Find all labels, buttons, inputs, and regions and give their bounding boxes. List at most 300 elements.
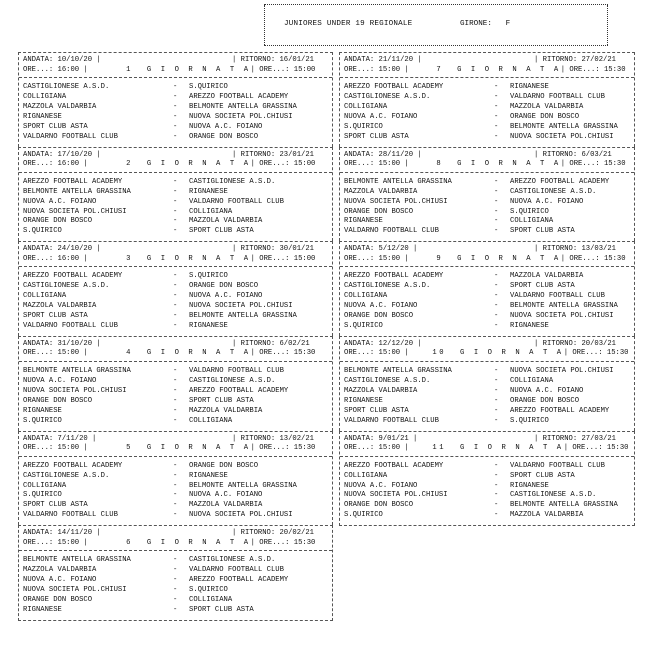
home-team: AREZZO FOOTBALL ACADEMY xyxy=(344,83,444,92)
match-row xyxy=(344,501,630,511)
round-ritorno: 16/01/21 xyxy=(279,56,314,64)
round-block-11 xyxy=(339,431,635,527)
away-team: COLLIGIANA xyxy=(189,207,233,216)
andata-time: ORE...: 16:00 | xyxy=(23,160,88,169)
round-lbl-andata: ANDATA: xyxy=(23,529,54,538)
round-title xyxy=(126,539,250,549)
home-team: ORANGE DON BOSCO xyxy=(344,501,414,510)
round-ore-r: 15:30 xyxy=(603,65,626,74)
match-row xyxy=(23,322,328,332)
away-team: S.QUIRICO xyxy=(510,416,549,425)
match-row xyxy=(23,302,328,312)
home-team: CASTIGLIONESE A.S.D. xyxy=(23,83,110,92)
match-separator: - xyxy=(173,177,178,186)
home-team: CASTIGLIONESE A.S.D. xyxy=(23,471,110,480)
home-team: RIGNANESE xyxy=(23,112,62,121)
round-title xyxy=(432,349,563,359)
match-row xyxy=(344,113,630,123)
match-row xyxy=(344,302,630,312)
home-team: AREZZO FOOTBALL ACADEMY xyxy=(344,461,444,470)
ritorno-time: | ORE...: 15:30 xyxy=(250,349,316,358)
away-team: AREZZO FOOTBALL ACADEMY xyxy=(510,406,610,415)
andata-time: ORE...: 15:00 | xyxy=(344,160,409,169)
round-ritorno: 20/03/21 xyxy=(581,339,616,348)
match-separator: - xyxy=(173,406,178,415)
round-block-7 xyxy=(339,52,635,147)
round-n: 7 xyxy=(436,65,444,74)
home-team: S.QUIRICO xyxy=(23,227,62,236)
away-team: SPORT CLUB ASTA xyxy=(510,471,575,480)
match-separator: - xyxy=(494,461,499,470)
match-separator: - xyxy=(173,386,178,395)
home-team: NUOVA A.C. FOIANO xyxy=(23,197,97,206)
round-n: 9 xyxy=(436,254,444,263)
round-lbl-ore: ORE...: xyxy=(259,538,290,547)
round-header-times xyxy=(19,160,332,173)
match-separator: - xyxy=(173,367,178,376)
round-andata: 10/10/20 xyxy=(57,56,93,64)
match-row xyxy=(344,292,630,302)
match-row xyxy=(344,208,630,218)
match-separator: - xyxy=(173,376,178,385)
round-ore-a: 16:00 xyxy=(57,65,80,74)
round-header-dates xyxy=(19,337,332,350)
match-separator: - xyxy=(173,491,178,500)
match-separator: - xyxy=(173,132,178,141)
round-lbl-giornata: G I O R N A T A xyxy=(457,254,561,263)
match-row xyxy=(23,83,328,93)
andata-date: ANDATA: 12/12/20 | xyxy=(344,339,422,348)
match-separator: - xyxy=(494,302,499,311)
round-lbl-andata: ANDATA: xyxy=(344,339,375,348)
home-team: SPORT CLUB ASTA xyxy=(23,122,88,131)
home-team: NUOVA A.C. FOIANO xyxy=(23,576,97,585)
match-separator: - xyxy=(173,595,178,604)
round-lbl-ore: ORE...: xyxy=(23,160,54,169)
ritorno-date: | RITORNO: 20/03/21 xyxy=(534,339,616,348)
round-header-dates xyxy=(19,53,332,66)
match-row xyxy=(23,93,328,103)
away-team: COLLIGIANA xyxy=(189,595,233,604)
match-separator: - xyxy=(494,386,499,395)
match-list xyxy=(19,362,332,430)
match-row xyxy=(23,208,328,218)
match-row xyxy=(23,312,328,322)
round-lbl-ore: ORE...: xyxy=(259,349,290,358)
match-separator: - xyxy=(173,103,178,111)
round-lbl-ore: ORE...: xyxy=(569,65,600,74)
match-list xyxy=(19,551,332,619)
away-team: RIGNANESE xyxy=(189,187,228,196)
away-team: S.QUIRICO xyxy=(510,207,549,216)
round-ore-r: 15:30 xyxy=(603,254,626,263)
home-team: BELMONTE ANTELLA GRASSINA xyxy=(23,367,131,376)
andata-date: ANDATA: 9/01/21 | xyxy=(344,434,418,443)
round-ore-r: 15:30 xyxy=(293,538,316,547)
match-row xyxy=(23,113,328,123)
round-spacer xyxy=(151,151,232,161)
andata-date: ANDATA: 10/10/20 | xyxy=(23,56,101,64)
match-row xyxy=(344,397,630,407)
home-team: AREZZO FOOTBALL ACADEMY xyxy=(23,177,123,186)
match-separator: - xyxy=(173,556,178,565)
match-row xyxy=(344,312,630,322)
ritorno-date: | RITORNO: 16/01/21 xyxy=(232,56,314,64)
home-team: S.QUIRICO xyxy=(23,416,62,425)
away-team: ORANGE DON BOSCO xyxy=(510,112,580,121)
away-team: AREZZO FOOTBALL ACADEMY xyxy=(189,576,289,585)
match-separator: - xyxy=(494,83,499,92)
match-row xyxy=(344,407,630,417)
ritorno-date: | RITORNO: 13/02/21 xyxy=(232,434,314,443)
round-lbl-ritorno: RITORNO: xyxy=(542,339,578,348)
ritorno-time: | ORE...: 15:30 xyxy=(560,65,626,74)
match-separator: - xyxy=(173,501,178,510)
home-team: BELMONTE ANTELLA GRASSINA xyxy=(344,367,452,376)
round-block-5 xyxy=(18,431,333,526)
ritorno-date: | RITORNO: 13/03/21 xyxy=(534,245,616,254)
round-ore-r: 15:30 xyxy=(293,349,316,358)
match-separator: - xyxy=(173,312,178,321)
round-title xyxy=(436,160,560,170)
home-team: COLLIGIANA xyxy=(344,471,388,480)
round-lbl-andata: ANDATA: xyxy=(23,56,54,64)
round-block-4 xyxy=(18,336,333,431)
match-separator: - xyxy=(173,566,178,575)
ritorno-date: | RITORNO: 27/02/21 xyxy=(534,56,616,64)
round-block-1 xyxy=(18,52,333,147)
round-lbl-giornata: G I O R N A T A xyxy=(460,349,564,358)
round-ritorno: 27/02/21 xyxy=(581,56,616,64)
match-separator: - xyxy=(173,282,178,291)
match-separator: - xyxy=(173,321,178,330)
match-separator: - xyxy=(494,491,499,500)
away-team: RIGNANESE xyxy=(510,83,549,92)
match-row xyxy=(23,397,328,407)
match-row xyxy=(344,472,630,482)
round-lbl-ore: ORE...: xyxy=(259,65,290,74)
match-row xyxy=(23,227,328,237)
home-team: MAZZOLA VALDARBIA xyxy=(344,386,418,395)
match-separator: - xyxy=(173,122,178,131)
home-team: BELMONTE ANTELLA GRASSINA xyxy=(23,187,131,196)
round-lbl-ore: ORE...: xyxy=(344,160,375,169)
away-team: VALDARNO FOOTBALL CLUB xyxy=(510,292,605,301)
match-separator: - xyxy=(173,471,178,480)
match-separator: - xyxy=(173,302,178,311)
match-separator: - xyxy=(173,83,178,92)
home-team: AREZZO FOOTBALL ACADEMY xyxy=(344,272,444,281)
home-team: RIGNANESE xyxy=(23,605,62,614)
match-row xyxy=(344,387,630,397)
match-separator: - xyxy=(494,511,499,520)
away-team: S.QUIRICO xyxy=(189,83,228,92)
match-row xyxy=(344,103,630,113)
home-team: MAZZOLA VALDARBIA xyxy=(23,103,97,111)
ritorno-time: | ORE...: 15:30 xyxy=(560,160,626,169)
round-ore-a: 15:00 xyxy=(57,538,80,547)
round-ritorno: 27/03/21 xyxy=(581,434,616,443)
home-team: S.QUIRICO xyxy=(344,511,383,520)
home-team: MAZZOLA VALDARBIA xyxy=(23,302,97,311)
away-team: MAZZOLA VALDARBIA xyxy=(189,217,263,226)
match-separator: - xyxy=(173,461,178,470)
round-header-dates xyxy=(19,148,332,161)
round-n: 1 xyxy=(126,65,134,74)
home-team: NUOVA SOCIETA POL.CHIUSI xyxy=(23,586,127,595)
round-n: 5 xyxy=(126,444,134,453)
round-title xyxy=(126,349,250,359)
round-lbl-ore: ORE...: xyxy=(23,349,54,358)
away-team: BELMONTE ANTELLA GRASSINA xyxy=(189,481,297,490)
match-row xyxy=(23,511,328,521)
match-row xyxy=(23,272,328,282)
round-lbl-ritorno: RITORNO: xyxy=(240,56,276,64)
round-lbl-ritorno: RITORNO: xyxy=(542,150,578,159)
away-team: CASTIGLIONESE A.S.D. xyxy=(510,491,597,500)
match-list xyxy=(19,78,332,146)
home-team: NUOVA SOCIETA POL.CHIUSI xyxy=(344,491,448,500)
home-team: SPORT CLUB ASTA xyxy=(23,501,88,510)
round-ore-r: 15:30 xyxy=(603,160,626,169)
round-header-dates xyxy=(340,148,634,161)
round-lbl-giornata: G I O R N A T A xyxy=(146,538,251,547)
match-row xyxy=(344,198,630,208)
header-border-left xyxy=(264,5,271,45)
round-lbl-giornata: G I O R N A T A xyxy=(146,160,251,169)
away-team: ORANGE DON BOSCO xyxy=(189,461,259,470)
home-team: ORANGE DON BOSCO xyxy=(344,207,414,216)
round-lbl-ore: ORE...: xyxy=(344,254,375,263)
match-separator: - xyxy=(173,93,178,102)
away-team: AREZZO FOOTBALL ACADEMY xyxy=(510,177,610,186)
round-n: 2 xyxy=(126,160,134,169)
match-row xyxy=(23,566,328,576)
match-row xyxy=(23,472,328,482)
away-team: NUOVA SOCIETA POL.CHIUSI xyxy=(189,112,293,121)
home-team: VALDARNO FOOTBALL CLUB xyxy=(344,416,439,425)
round-ritorno: 13/03/21 xyxy=(581,245,616,254)
match-separator: - xyxy=(494,292,499,301)
match-list xyxy=(340,78,634,146)
match-row xyxy=(344,188,630,198)
home-team: VALDARNO FOOTBALL CLUB xyxy=(23,132,118,141)
home-team: NUOVA A.C. FOIANO xyxy=(23,376,97,385)
round-title xyxy=(126,255,250,265)
away-team: NUOVA A.C. FOIANO xyxy=(189,292,263,301)
match-row xyxy=(23,292,328,302)
round-title xyxy=(126,66,250,76)
home-team: ORANGE DON BOSCO xyxy=(23,595,93,604)
away-team: NUOVA SOCIETA POL.CHIUSI xyxy=(510,132,614,141)
round-block-8 xyxy=(339,147,635,242)
round-andata: 7/11/20 xyxy=(57,434,88,443)
match-row xyxy=(23,198,328,208)
away-team: NUOVA A.C. FOIANO xyxy=(189,122,263,131)
round-spacer xyxy=(151,56,232,66)
match-separator: - xyxy=(494,93,499,102)
home-team: VALDARNO FOOTBALL CLUB xyxy=(344,227,439,236)
match-separator: - xyxy=(173,217,178,226)
ritorno-date: | RITORNO: 6/03/21 xyxy=(534,150,612,159)
match-row xyxy=(344,482,630,492)
away-team: SPORT CLUB ASTA xyxy=(189,605,254,614)
round-block-3 xyxy=(18,241,333,336)
match-separator: - xyxy=(494,187,499,196)
match-separator: - xyxy=(173,586,178,595)
match-separator: - xyxy=(173,511,178,520)
home-team: BELMONTE ANTELLA GRASSINA xyxy=(23,556,131,565)
round-spacer xyxy=(151,340,232,350)
round-header-dates xyxy=(19,242,332,255)
round-ore-r: 15:00 xyxy=(293,65,316,74)
round-ritorno: 23/01/21 xyxy=(279,150,314,159)
andata-time: ORE...: 15:00 | xyxy=(344,65,409,74)
round-ore-r: 15:30 xyxy=(606,349,629,358)
round-header-times xyxy=(340,66,634,79)
away-team: SPORT CLUB ASTA xyxy=(510,227,575,236)
match-row xyxy=(344,83,630,93)
match-separator: - xyxy=(494,396,499,405)
round-ritorno: 20/02/21 xyxy=(279,529,314,538)
ritorno-time: | ORE...: 15:00 xyxy=(250,160,316,169)
round-header-dates xyxy=(340,432,634,445)
away-team: NUOVA A.C. FOIANO xyxy=(189,491,263,500)
home-team: ORANGE DON BOSCO xyxy=(23,396,93,405)
match-row xyxy=(23,123,328,133)
match-row xyxy=(23,282,328,292)
round-lbl-ore: ORE...: xyxy=(569,254,600,263)
round-lbl-ritorno: RITORNO: xyxy=(240,339,276,348)
round-lbl-ore: ORE...: xyxy=(569,160,600,169)
match-separator: - xyxy=(173,605,178,614)
home-team: MAZZOLA VALDARBIA xyxy=(23,566,97,575)
round-ore-r: 15:00 xyxy=(293,160,316,169)
match-row xyxy=(23,417,328,427)
home-team: NUOVA SOCIETA POL.CHIUSI xyxy=(344,197,448,206)
match-row xyxy=(344,227,630,237)
round-lbl-ritorno: RITORNO: xyxy=(240,434,276,443)
andata-time: ORE...: 16:00 | xyxy=(23,65,88,74)
andata-date: ANDATA: 17/10/20 | xyxy=(23,150,101,159)
ritorno-date: | RITORNO: 6/02/21 xyxy=(232,339,310,348)
round-ore-a: 15:00 xyxy=(57,444,80,453)
round-lbl-andata: ANDATA: xyxy=(23,434,54,443)
match-separator: - xyxy=(173,187,178,196)
home-team: COLLIGIANA xyxy=(344,292,388,301)
round-ore-r: 15:30 xyxy=(293,444,316,453)
home-team: NUOVA A.C. FOIANO xyxy=(344,112,418,121)
away-team: MAZZOLA VALDARBIA xyxy=(189,406,263,415)
round-block-2 xyxy=(18,147,333,242)
round-header-times xyxy=(340,160,634,173)
round-ritorno: 6/03/21 xyxy=(581,150,612,159)
competition-header xyxy=(264,4,608,46)
away-team: CASTIGLIONESE A.S.D. xyxy=(189,556,276,565)
round-lbl-ritorno: RITORNO: xyxy=(542,245,578,254)
away-team: MAZZOLA VALDARBIA xyxy=(189,501,263,510)
home-team: ORANGE DON BOSCO xyxy=(23,217,93,226)
match-row xyxy=(344,377,630,387)
away-team: RIGNANESE xyxy=(510,321,549,330)
andata-time: ORE...: 15:00 | xyxy=(344,254,409,263)
away-team: VALDARNO FOOTBALL CLUB xyxy=(189,197,284,206)
round-lbl-giornata: G I O R N A T A xyxy=(457,160,561,169)
round-ore-a: 15:00 xyxy=(378,349,401,358)
andata-time: ORE...: 15:00 | xyxy=(344,349,409,358)
match-separator: - xyxy=(173,112,178,121)
ritorno-date: | RITORNO: 27/03/21 xyxy=(534,434,616,443)
home-team: RIGNANESE xyxy=(344,217,383,226)
round-ore-r: 15:30 xyxy=(606,444,629,453)
match-separator: - xyxy=(494,132,499,141)
match-row xyxy=(23,586,328,596)
ritorno-time: | ORE...: 15:00 xyxy=(250,65,316,74)
andata-date: ANDATA: 28/11/20 | xyxy=(344,150,422,159)
round-n: 4 xyxy=(126,349,134,358)
match-separator: - xyxy=(173,272,178,281)
round-lbl-ore: ORE...: xyxy=(23,444,54,453)
home-team: S.QUIRICO xyxy=(344,321,383,330)
ritorno-time: | ORE...: 15:30 xyxy=(563,349,629,358)
match-separator: - xyxy=(494,272,499,281)
home-team: AREZZO FOOTBALL ACADEMY xyxy=(23,461,123,470)
home-team: NUOVA SOCIETA POL.CHIUSI xyxy=(23,207,127,216)
round-lbl-ore: ORE...: xyxy=(259,444,290,453)
away-team: BELMONTE ANTELLA GRASSINA xyxy=(510,122,618,131)
match-row xyxy=(23,407,328,417)
away-team: BELMONTE ANTELLA GRASSINA xyxy=(510,501,618,510)
round-header-times xyxy=(19,539,332,552)
away-team: NUOVA SOCIETA POL.CHIUSI xyxy=(510,312,614,321)
match-separator: - xyxy=(494,177,499,186)
away-team: ORANGE DON BOSCO xyxy=(189,132,259,141)
ritorno-time: | ORE...: 15:30 xyxy=(560,254,626,263)
round-lbl-giornata: G I O R N A T A xyxy=(457,65,561,74)
match-list xyxy=(340,173,634,241)
match-row xyxy=(344,217,630,227)
round-header-dates xyxy=(340,242,634,255)
round-spacer xyxy=(472,56,534,66)
header-border-right xyxy=(606,5,608,45)
match-separator: - xyxy=(173,292,178,301)
match-row xyxy=(344,491,630,501)
round-ore-a: 16:00 xyxy=(57,254,80,263)
right-column xyxy=(339,52,635,526)
round-header-dates xyxy=(19,432,332,445)
match-row xyxy=(23,367,328,377)
home-team: CASTIGLIONESE A.S.D. xyxy=(344,93,431,102)
away-team: NUOVA A.C. FOIANO xyxy=(510,386,584,395)
round-ore-a: 15:00 xyxy=(378,65,401,74)
away-team: VALDARNO FOOTBALL CLUB xyxy=(189,367,284,376)
match-row xyxy=(344,322,630,332)
round-lbl-andata: ANDATA: xyxy=(344,434,375,443)
round-spacer xyxy=(472,245,534,255)
round-spacer xyxy=(151,245,232,255)
match-separator: - xyxy=(173,207,178,216)
match-row xyxy=(344,417,630,427)
match-separator: - xyxy=(494,312,499,321)
match-separator: - xyxy=(494,406,499,415)
match-row xyxy=(23,482,328,492)
ritorno-time: | ORE...: 15:30 xyxy=(250,444,316,453)
away-team: NUOVA A.C. FOIANO xyxy=(510,197,584,206)
home-team: SPORT CLUB ASTA xyxy=(344,132,409,141)
round-lbl-giornata: G I O R N A T A xyxy=(146,444,251,453)
round-ore-a: 15:00 xyxy=(378,254,401,263)
round-spacer xyxy=(151,435,232,445)
